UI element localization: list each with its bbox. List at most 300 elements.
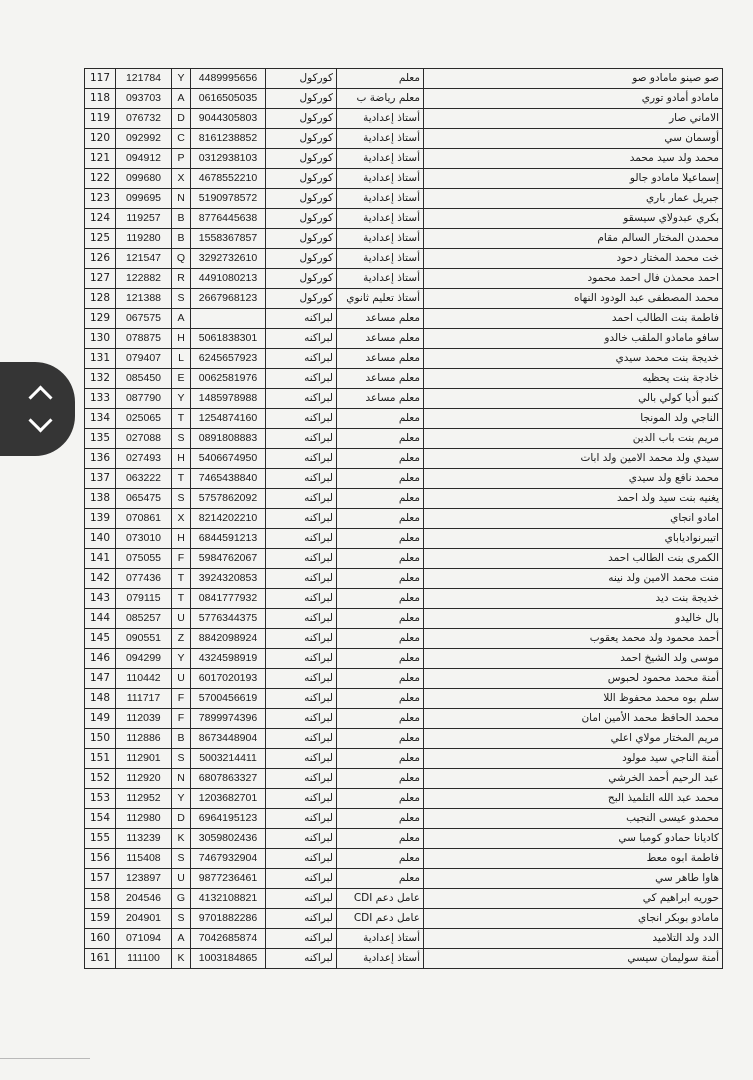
- location-cell: لبراكنه: [266, 549, 337, 569]
- check-letter-cell: Y: [172, 649, 191, 669]
- national-id-cell: 3059802436: [191, 829, 266, 849]
- national-id-cell: 1003184865: [191, 949, 266, 969]
- check-letter-cell: D: [172, 109, 191, 129]
- employee-code-cell: 113239: [116, 829, 172, 849]
- row-number-cell: 160: [85, 929, 116, 949]
- check-letter-cell: Q: [172, 249, 191, 269]
- national-id-cell: 5984762067: [191, 549, 266, 569]
- employee-code-cell: 085450: [116, 369, 172, 389]
- row-number-cell: 145: [85, 629, 116, 649]
- employee-code-cell: 094299: [116, 649, 172, 669]
- check-letter-cell: F: [172, 549, 191, 569]
- job-title-cell: أستاذ إعدادية: [337, 189, 424, 209]
- table-row: [85, 869, 723, 889]
- row-number-cell: 134: [85, 409, 116, 429]
- check-letter-cell: C: [172, 129, 191, 149]
- full-name-cell: هاوا طاهر سي: [424, 869, 723, 889]
- check-letter-cell: A: [172, 89, 191, 109]
- table-row: [85, 149, 723, 169]
- table-row: [85, 349, 723, 369]
- table-row: [85, 729, 723, 749]
- employee-code-cell: 076732: [116, 109, 172, 129]
- row-number-cell: 130: [85, 329, 116, 349]
- check-letter-cell: Y: [172, 389, 191, 409]
- job-title-cell: معلم: [337, 849, 424, 869]
- job-title-cell: معلم: [337, 409, 424, 429]
- national-id-cell: 2667968123: [191, 289, 266, 309]
- row-number-cell: 126: [85, 249, 116, 269]
- page-edge-line: [0, 1058, 90, 1059]
- full-name-cell: محمدن المختار السالم مقام: [424, 229, 723, 249]
- employee-code-cell: 099695: [116, 189, 172, 209]
- full-name-cell: يغنيه بنت سيد ولد احمد: [424, 489, 723, 509]
- check-letter-cell: T: [172, 589, 191, 609]
- check-letter-cell: X: [172, 509, 191, 529]
- table-row: [85, 409, 723, 429]
- full-name-cell: منت محمد الامين ولد نينه: [424, 569, 723, 589]
- table-row: [85, 609, 723, 629]
- full-name-cell: حوريه ابراهيم كي: [424, 889, 723, 909]
- roster-table: [84, 68, 723, 969]
- table-row: [85, 829, 723, 849]
- check-letter-cell: A: [172, 929, 191, 949]
- row-number-cell: 119: [85, 109, 116, 129]
- row-number-cell: 118: [85, 89, 116, 109]
- job-title-cell: معلم: [337, 749, 424, 769]
- location-cell: لبراكنه: [266, 429, 337, 449]
- full-name-cell: محمد المصطفى عبد الودود النهاه: [424, 289, 723, 309]
- job-title-cell: معلم: [337, 449, 424, 469]
- full-name-cell: الكمرى بنت الطالب احمد: [424, 549, 723, 569]
- job-title-cell: معلم: [337, 69, 424, 89]
- employee-code-cell: 077436: [116, 569, 172, 589]
- location-cell: كوركول: [266, 269, 337, 289]
- check-letter-cell: R: [172, 269, 191, 289]
- row-number-cell: 142: [85, 569, 116, 589]
- table-row: [85, 549, 723, 569]
- national-id-cell: 0312938103: [191, 149, 266, 169]
- chevron-up-icon[interactable]: [28, 385, 52, 409]
- job-title-cell: معلم رياضة ب: [337, 89, 424, 109]
- job-title-cell: معلم مساعد: [337, 329, 424, 349]
- location-cell: لبراكنه: [266, 489, 337, 509]
- job-title-cell: أستاذ إعدادية: [337, 949, 424, 969]
- location-cell: لبراكنه: [266, 829, 337, 849]
- job-title-cell: معلم: [337, 669, 424, 689]
- check-letter-cell: E: [172, 369, 191, 389]
- row-number-cell: 125: [85, 229, 116, 249]
- location-cell: كوركول: [266, 209, 337, 229]
- employee-code-cell: 122882: [116, 269, 172, 289]
- table-row: [85, 449, 723, 469]
- table-row: [85, 369, 723, 389]
- location-cell: لبراكنه: [266, 929, 337, 949]
- location-cell: لبراكنه: [266, 869, 337, 889]
- table-row: [85, 909, 723, 929]
- employee-code-cell: 063222: [116, 469, 172, 489]
- full-name-cell: سافو مامادو الملقب خالدو: [424, 329, 723, 349]
- employee-code-cell: 094912: [116, 149, 172, 169]
- location-cell: كوركول: [266, 129, 337, 149]
- full-name-cell: مامادو أمادو توري: [424, 89, 723, 109]
- job-title-cell: أستاذ إعدادية: [337, 169, 424, 189]
- table-row: [85, 569, 723, 589]
- employee-code-cell: 099680: [116, 169, 172, 189]
- check-letter-cell: S: [172, 489, 191, 509]
- full-name-cell: الدد ولد التلاميد: [424, 929, 723, 949]
- row-number-cell: 157: [85, 869, 116, 889]
- row-number-cell: 158: [85, 889, 116, 909]
- table-row: [85, 189, 723, 209]
- table-row: [85, 89, 723, 109]
- check-letter-cell: N: [172, 189, 191, 209]
- full-name-cell: خديجة بنت محمد سيدي: [424, 349, 723, 369]
- full-name-cell: سلم بوه محمد محفوظ اللا: [424, 689, 723, 709]
- row-number-cell: 140: [85, 529, 116, 549]
- full-name-cell: محمد ولد سيد محمد: [424, 149, 723, 169]
- full-name-cell: محمد الحافظ محمد الأمين امان: [424, 709, 723, 729]
- job-title-cell: أستاذ إعدادية: [337, 229, 424, 249]
- location-cell: لبراكنه: [266, 769, 337, 789]
- check-letter-cell: N: [172, 769, 191, 789]
- chevron-down-icon[interactable]: [28, 408, 52, 432]
- job-title-cell: أستاذ تعليم ثانوي: [337, 289, 424, 309]
- location-cell: لبراكنه: [266, 909, 337, 929]
- job-title-cell: معلم: [337, 649, 424, 669]
- job-title-cell: معلم: [337, 469, 424, 489]
- location-cell: لبراكنه: [266, 789, 337, 809]
- table-row: [85, 529, 723, 549]
- employee-code-cell: 112980: [116, 809, 172, 829]
- page-scroll-navigator[interactable]: [0, 362, 75, 456]
- location-cell: كوركول: [266, 249, 337, 269]
- table-row: [85, 129, 723, 149]
- table-row: [85, 689, 723, 709]
- full-name-cell: كنبو أديا كولي بالي: [424, 389, 723, 409]
- location-cell: كوركول: [266, 69, 337, 89]
- national-id-cell: 6844591213: [191, 529, 266, 549]
- employee-code-cell: 065475: [116, 489, 172, 509]
- national-id-cell: [191, 309, 266, 329]
- row-number-cell: 156: [85, 849, 116, 869]
- national-id-cell: 0062581976: [191, 369, 266, 389]
- employee-code-cell: 121388: [116, 289, 172, 309]
- row-number-cell: 137: [85, 469, 116, 489]
- employee-code-cell: 121547: [116, 249, 172, 269]
- row-number-cell: 128: [85, 289, 116, 309]
- location-cell: لبراكنه: [266, 689, 337, 709]
- job-title-cell: معلم: [337, 729, 424, 749]
- table-row: [85, 589, 723, 609]
- national-id-cell: 5061838301: [191, 329, 266, 349]
- job-title-cell: معلم: [337, 589, 424, 609]
- check-letter-cell: H: [172, 329, 191, 349]
- full-name-cell: الناجي ولد المونجا: [424, 409, 723, 429]
- job-title-cell: معلم: [337, 529, 424, 549]
- check-letter-cell: Y: [172, 69, 191, 89]
- row-number-cell: 151: [85, 749, 116, 769]
- job-title-cell: معلم: [337, 689, 424, 709]
- full-name-cell: فاطمة ابوه معط: [424, 849, 723, 869]
- check-letter-cell: G: [172, 889, 191, 909]
- employee-code-cell: 111100: [116, 949, 172, 969]
- job-title-cell: معلم مساعد: [337, 349, 424, 369]
- row-number-cell: 131: [85, 349, 116, 369]
- check-letter-cell: U: [172, 869, 191, 889]
- check-letter-cell: B: [172, 209, 191, 229]
- job-title-cell: أستاذ إعدادية: [337, 109, 424, 129]
- table-row: [85, 509, 723, 529]
- location-cell: لبراكنه: [266, 569, 337, 589]
- full-name-cell: احمد محمذن فال احمد محمود: [424, 269, 723, 289]
- row-number-cell: 117: [85, 69, 116, 89]
- location-cell: لبراكنه: [266, 589, 337, 609]
- employee-code-cell: 112920: [116, 769, 172, 789]
- table-row: [85, 649, 723, 669]
- employee-code-cell: 204901: [116, 909, 172, 929]
- row-number-cell: 146: [85, 649, 116, 669]
- employee-code-cell: 079115: [116, 589, 172, 609]
- full-name-cell: الاماني صار: [424, 109, 723, 129]
- row-number-cell: 133: [85, 389, 116, 409]
- location-cell: كوركول: [266, 89, 337, 109]
- full-name-cell: مامادو بوبكر انجاي: [424, 909, 723, 929]
- national-id-cell: 0891808883: [191, 429, 266, 449]
- check-letter-cell: U: [172, 669, 191, 689]
- employee-code-cell: 073010: [116, 529, 172, 549]
- employee-code-cell: 093703: [116, 89, 172, 109]
- table-row: [85, 249, 723, 269]
- national-id-cell: 9044305803: [191, 109, 266, 129]
- job-title-cell: أستاذ إعدادية: [337, 129, 424, 149]
- location-cell: لبراكنه: [266, 809, 337, 829]
- national-id-cell: 1254874160: [191, 409, 266, 429]
- full-name-cell: مريم المختار مولاي اعلي: [424, 729, 723, 749]
- table-row: [85, 749, 723, 769]
- row-number-cell: 149: [85, 709, 116, 729]
- employee-code-cell: 204546: [116, 889, 172, 909]
- national-id-cell: 1203682701: [191, 789, 266, 809]
- location-cell: كوركول: [266, 289, 337, 309]
- job-title-cell: معلم: [337, 429, 424, 449]
- national-id-cell: 0616505035: [191, 89, 266, 109]
- row-number-cell: 161: [85, 949, 116, 969]
- employee-code-cell: 119257: [116, 209, 172, 229]
- row-number-cell: 148: [85, 689, 116, 709]
- job-title-cell: معلم: [337, 489, 424, 509]
- full-name-cell: خديجة بنت ديد: [424, 589, 723, 609]
- employee-code-cell: 079407: [116, 349, 172, 369]
- check-letter-cell: P: [172, 149, 191, 169]
- table-row: [85, 489, 723, 509]
- full-name-cell: امادو انجاي: [424, 509, 723, 529]
- national-id-cell: 4489995656: [191, 69, 266, 89]
- national-id-cell: 4678552210: [191, 169, 266, 189]
- employee-code-cell: 078875: [116, 329, 172, 349]
- national-id-cell: 4132108821: [191, 889, 266, 909]
- full-name-cell: أمنة سوليمان سيسي: [424, 949, 723, 969]
- row-number-cell: 127: [85, 269, 116, 289]
- employee-code-cell: 070861: [116, 509, 172, 529]
- check-letter-cell: D: [172, 809, 191, 829]
- row-number-cell: 144: [85, 609, 116, 629]
- national-id-cell: 0841777932: [191, 589, 266, 609]
- location-cell: لبراكنه: [266, 949, 337, 969]
- full-name-cell: محمدو عيسى النجيب: [424, 809, 723, 829]
- check-letter-cell: F: [172, 689, 191, 709]
- check-letter-cell: H: [172, 529, 191, 549]
- location-cell: لبراكنه: [266, 709, 337, 729]
- row-number-cell: 135: [85, 429, 116, 449]
- national-id-cell: 8673448904: [191, 729, 266, 749]
- full-name-cell: محمد نافع ولد سيدي: [424, 469, 723, 489]
- location-cell: لبراكنه: [266, 669, 337, 689]
- check-letter-cell: T: [172, 409, 191, 429]
- national-id-cell: 6807863327: [191, 769, 266, 789]
- employee-code-cell: 110442: [116, 669, 172, 689]
- table-row: [85, 389, 723, 409]
- national-id-cell: 7042685874: [191, 929, 266, 949]
- table-row: [85, 209, 723, 229]
- location-cell: لبراكنه: [266, 849, 337, 869]
- table-row: [85, 789, 723, 809]
- job-title-cell: معلم: [337, 629, 424, 649]
- location-cell: لبراكنه: [266, 749, 337, 769]
- row-number-cell: 155: [85, 829, 116, 849]
- full-name-cell: بكري عبدولاي سيسقو: [424, 209, 723, 229]
- table-row: [85, 469, 723, 489]
- row-number-cell: 121: [85, 149, 116, 169]
- row-number-cell: 122: [85, 169, 116, 189]
- employee-code-cell: 121784: [116, 69, 172, 89]
- check-letter-cell: K: [172, 949, 191, 969]
- employee-code-cell: 119280: [116, 229, 172, 249]
- full-name-cell: مريم بنت باب الدين: [424, 429, 723, 449]
- full-name-cell: إسماعيلا مامادو جالو: [424, 169, 723, 189]
- check-letter-cell: X: [172, 169, 191, 189]
- location-cell: لبراكنه: [266, 529, 337, 549]
- national-id-cell: 3292732610: [191, 249, 266, 269]
- location-cell: لبراكنه: [266, 389, 337, 409]
- location-cell: لبراكنه: [266, 409, 337, 429]
- table-row: [85, 949, 723, 969]
- job-title-cell: أستاذ إعدادية: [337, 249, 424, 269]
- employee-code-cell: 025065: [116, 409, 172, 429]
- job-title-cell: معلم: [337, 549, 424, 569]
- job-title-cell: أستاذ إعدادية: [337, 209, 424, 229]
- national-id-cell: 1558367857: [191, 229, 266, 249]
- national-id-cell: 4324598919: [191, 649, 266, 669]
- full-name-cell: بال خاليدو: [424, 609, 723, 629]
- check-letter-cell: F: [172, 709, 191, 729]
- row-number-cell: 154: [85, 809, 116, 829]
- employee-code-cell: 092992: [116, 129, 172, 149]
- job-title-cell: معلم: [337, 509, 424, 529]
- job-title-cell: معلم: [337, 769, 424, 789]
- roster-body: [85, 69, 723, 969]
- job-title-cell: معلم مساعد: [337, 309, 424, 329]
- table-row: [85, 309, 723, 329]
- national-id-cell: 5190978572: [191, 189, 266, 209]
- job-title-cell: عامل دعم CDI: [337, 889, 424, 909]
- table-row: [85, 709, 723, 729]
- location-cell: لبراكنه: [266, 329, 337, 349]
- row-number-cell: 132: [85, 369, 116, 389]
- national-id-cell: 5700456619: [191, 689, 266, 709]
- check-letter-cell: S: [172, 289, 191, 309]
- row-number-cell: 129: [85, 309, 116, 329]
- employee-code-cell: 087790: [116, 389, 172, 409]
- table-row: [85, 849, 723, 869]
- table-row: [85, 69, 723, 89]
- check-letter-cell: A: [172, 309, 191, 329]
- row-number-cell: 139: [85, 509, 116, 529]
- table-row: [85, 769, 723, 789]
- national-id-cell: 8214202210: [191, 509, 266, 529]
- check-letter-cell: S: [172, 429, 191, 449]
- row-number-cell: 123: [85, 189, 116, 209]
- check-letter-cell: S: [172, 849, 191, 869]
- location-cell: كوركول: [266, 149, 337, 169]
- row-number-cell: 141: [85, 549, 116, 569]
- check-letter-cell: Y: [172, 789, 191, 809]
- job-title-cell: معلم: [337, 609, 424, 629]
- job-title-cell: معلم: [337, 789, 424, 809]
- job-title-cell: معلم: [337, 569, 424, 589]
- full-name-cell: موسى ولد الشيخ احمد: [424, 649, 723, 669]
- employee-code-cell: 085257: [116, 609, 172, 629]
- national-id-cell: 5003214411: [191, 749, 266, 769]
- job-title-cell: أستاذ إعدادية: [337, 269, 424, 289]
- row-number-cell: 124: [85, 209, 116, 229]
- location-cell: لبراكنه: [266, 729, 337, 749]
- location-cell: لبراكنه: [266, 629, 337, 649]
- national-id-cell: 3924320853: [191, 569, 266, 589]
- table-row: [85, 809, 723, 829]
- job-title-cell: معلم: [337, 829, 424, 849]
- employee-code-cell: 112901: [116, 749, 172, 769]
- table-row: [85, 429, 723, 449]
- row-number-cell: 138: [85, 489, 116, 509]
- full-name-cell: محمد عبد الله التلميذ البح: [424, 789, 723, 809]
- national-id-cell: 9877236461: [191, 869, 266, 889]
- employee-code-cell: 112952: [116, 789, 172, 809]
- national-id-cell: 4491080213: [191, 269, 266, 289]
- job-title-cell: معلم: [337, 869, 424, 889]
- location-cell: كوركول: [266, 109, 337, 129]
- row-number-cell: 159: [85, 909, 116, 929]
- check-letter-cell: L: [172, 349, 191, 369]
- full-name-cell: أمنة محمد محمود لحبوس: [424, 669, 723, 689]
- location-cell: كوركول: [266, 229, 337, 249]
- check-letter-cell: H: [172, 449, 191, 469]
- location-cell: كوركول: [266, 189, 337, 209]
- row-number-cell: 143: [85, 589, 116, 609]
- location-cell: لبراكنه: [266, 649, 337, 669]
- full-name-cell: خت محمد المختار دحود: [424, 249, 723, 269]
- location-cell: لبراكنه: [266, 449, 337, 469]
- national-id-cell: 5776344375: [191, 609, 266, 629]
- table-row: [85, 229, 723, 249]
- full-name-cell: أمنة الناجي سيد مولود: [424, 749, 723, 769]
- location-cell: كوركول: [266, 169, 337, 189]
- full-name-cell: جبريل عمار باري: [424, 189, 723, 209]
- location-cell: لبراكنه: [266, 609, 337, 629]
- full-name-cell: أحمد محمود ولد محمد يعقوب: [424, 629, 723, 649]
- national-id-cell: 7465438840: [191, 469, 266, 489]
- table-row: [85, 329, 723, 349]
- location-cell: لبراكنه: [266, 509, 337, 529]
